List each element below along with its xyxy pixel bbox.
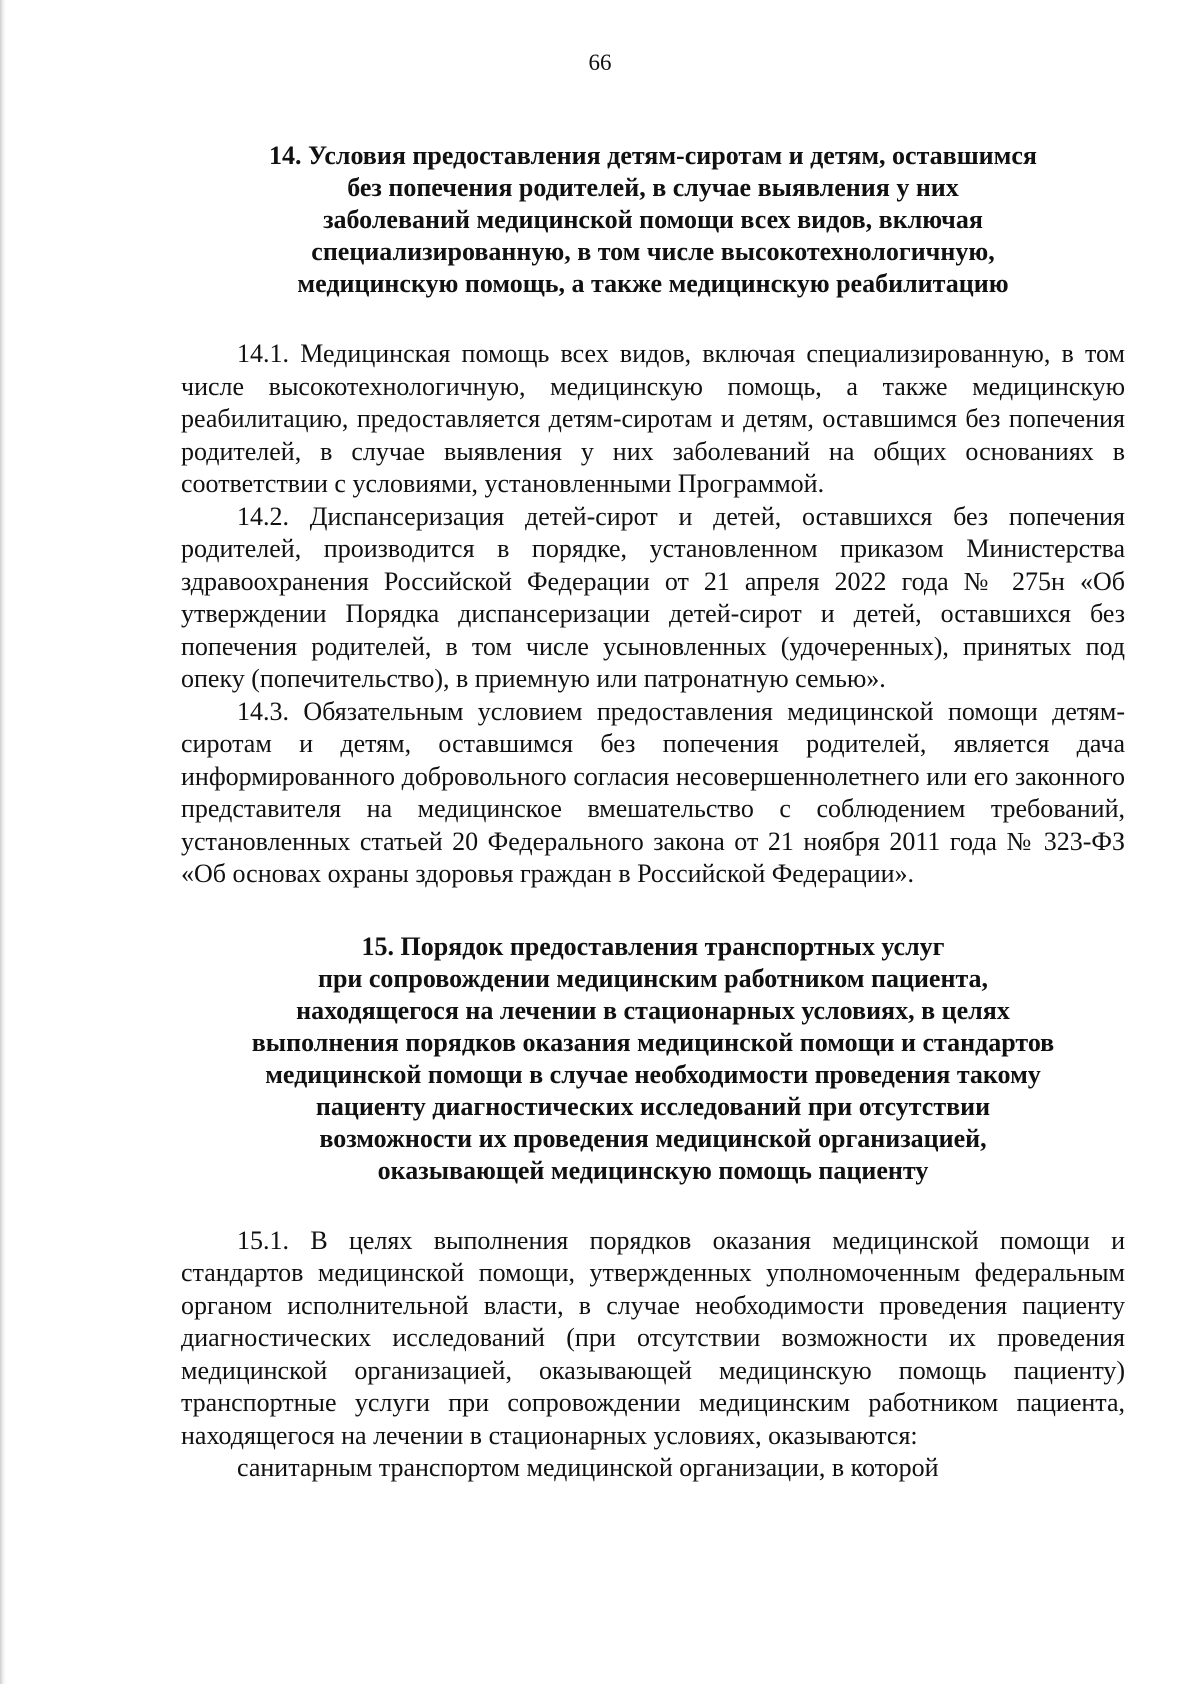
paragraph-15-continuation: санитарным транспортом медицинской организации, в которой — [237, 1453, 939, 1482]
scan-edge-shadow — [0, 0, 6, 1684]
heading-line: пациенту диагностических исследований при отсутствии — [315, 1091, 991, 1121]
heading-line: 15. Порядок предоставления транспортных услуг — [361, 931, 945, 961]
paragraph-14-2: 14.2. Диспансеризация детей-сирот и детей, оставшихся без попечения родителей, производится в порядке, установленном приказом Министерства здравоохранения Российской Федерации от 21 апреля 2022 года № 275н «Об утверждении Порядка диспансеризации детей-сирот и детей, оставшихся без попечения родителей, в том числе усыновленных (удочеренных), принятых под опеку (попечительство), в приемную или патронатную семью». — [181, 501, 1125, 693]
heading-line: медицинскую помощь, а также медицинскую реабилитацию — [297, 269, 1009, 298]
document-body — [181, 140, 1125, 1485]
paragraph-15-1: 15.1. В целях выполнения порядков оказания медицинской помощи и стандартов медицинской помощи, утвержденных уполномоченным федеральным органом исполнительной власти, в случае необходимости проведения пациенту диагностических исследований (при отсутствии возможности их проведения медицинской организацией, оказывающей медицинскую помощь пациенту) транспортные услуги при сопровождении медицинским работником пациента, находящегося на лечении в стационарных условиях, оказываются: — [181, 1225, 1125, 1450]
page-number: 66 — [588, 50, 612, 75]
spacer — [181, 300, 1125, 338]
heading-line: выполнения порядков оказания медицинской помощи и стандартов — [251, 1027, 1055, 1057]
section-14-heading — [181, 140, 1125, 300]
heading-line: находящегося на лечении в стационарных условиях, в целях — [296, 995, 1010, 1025]
heading-line: медицинской помощи в случае необходимости проведения такому — [265, 1059, 1041, 1089]
heading-line: 14. Условия предоставления детям-сиротам и детям, оставшимся — [269, 141, 1037, 170]
heading-line: возможности их проведения медицинской организацией, — [319, 1123, 987, 1153]
heading-line: оказывающей медицинскую помощь пациенту — [377, 1155, 929, 1185]
paragraph-14-1: 14.1. Медицинская помощь всех видов, включая специализированную, в том числе высокотехнологичную, медицинскую помощь, а также медицинскую реабилитацию, предоставляется детям-сиротам и детям, оставшимся без попечения родителей, в случае выявления у них заболеваний на общих основаниях в соответствии с условиями, установленными Программой. — [181, 339, 1125, 498]
spacer — [181, 1187, 1125, 1225]
heading-line: без попечения родителей, в случае выявления у них — [347, 173, 959, 202]
paragraph-14-3: 14.3. Обязательным условием предоставления медицинской помощи детям-сиротам и детям, оставшимся без попечения родителей, является дача информированного добровольного согласия несовершеннолетнего или его законного представителя на медицинское вмешательство с соблюдением требований, установленных статьей 20 Федерального закона от 21 ноября 2011 года № 323-ФЗ «Об основах охраны здоровья граждан в Российской Федерации». — [181, 696, 1125, 888]
spacer — [181, 891, 1125, 931]
heading-line: специализированную, в том числе высокотехнологичную, — [311, 237, 995, 266]
heading-line: заболеваний медицинской помощи всех видов, включая — [323, 205, 983, 234]
heading-line: при сопровождении медицинским работником пациента, — [317, 963, 989, 993]
section-15-heading — [181, 931, 1125, 1187]
